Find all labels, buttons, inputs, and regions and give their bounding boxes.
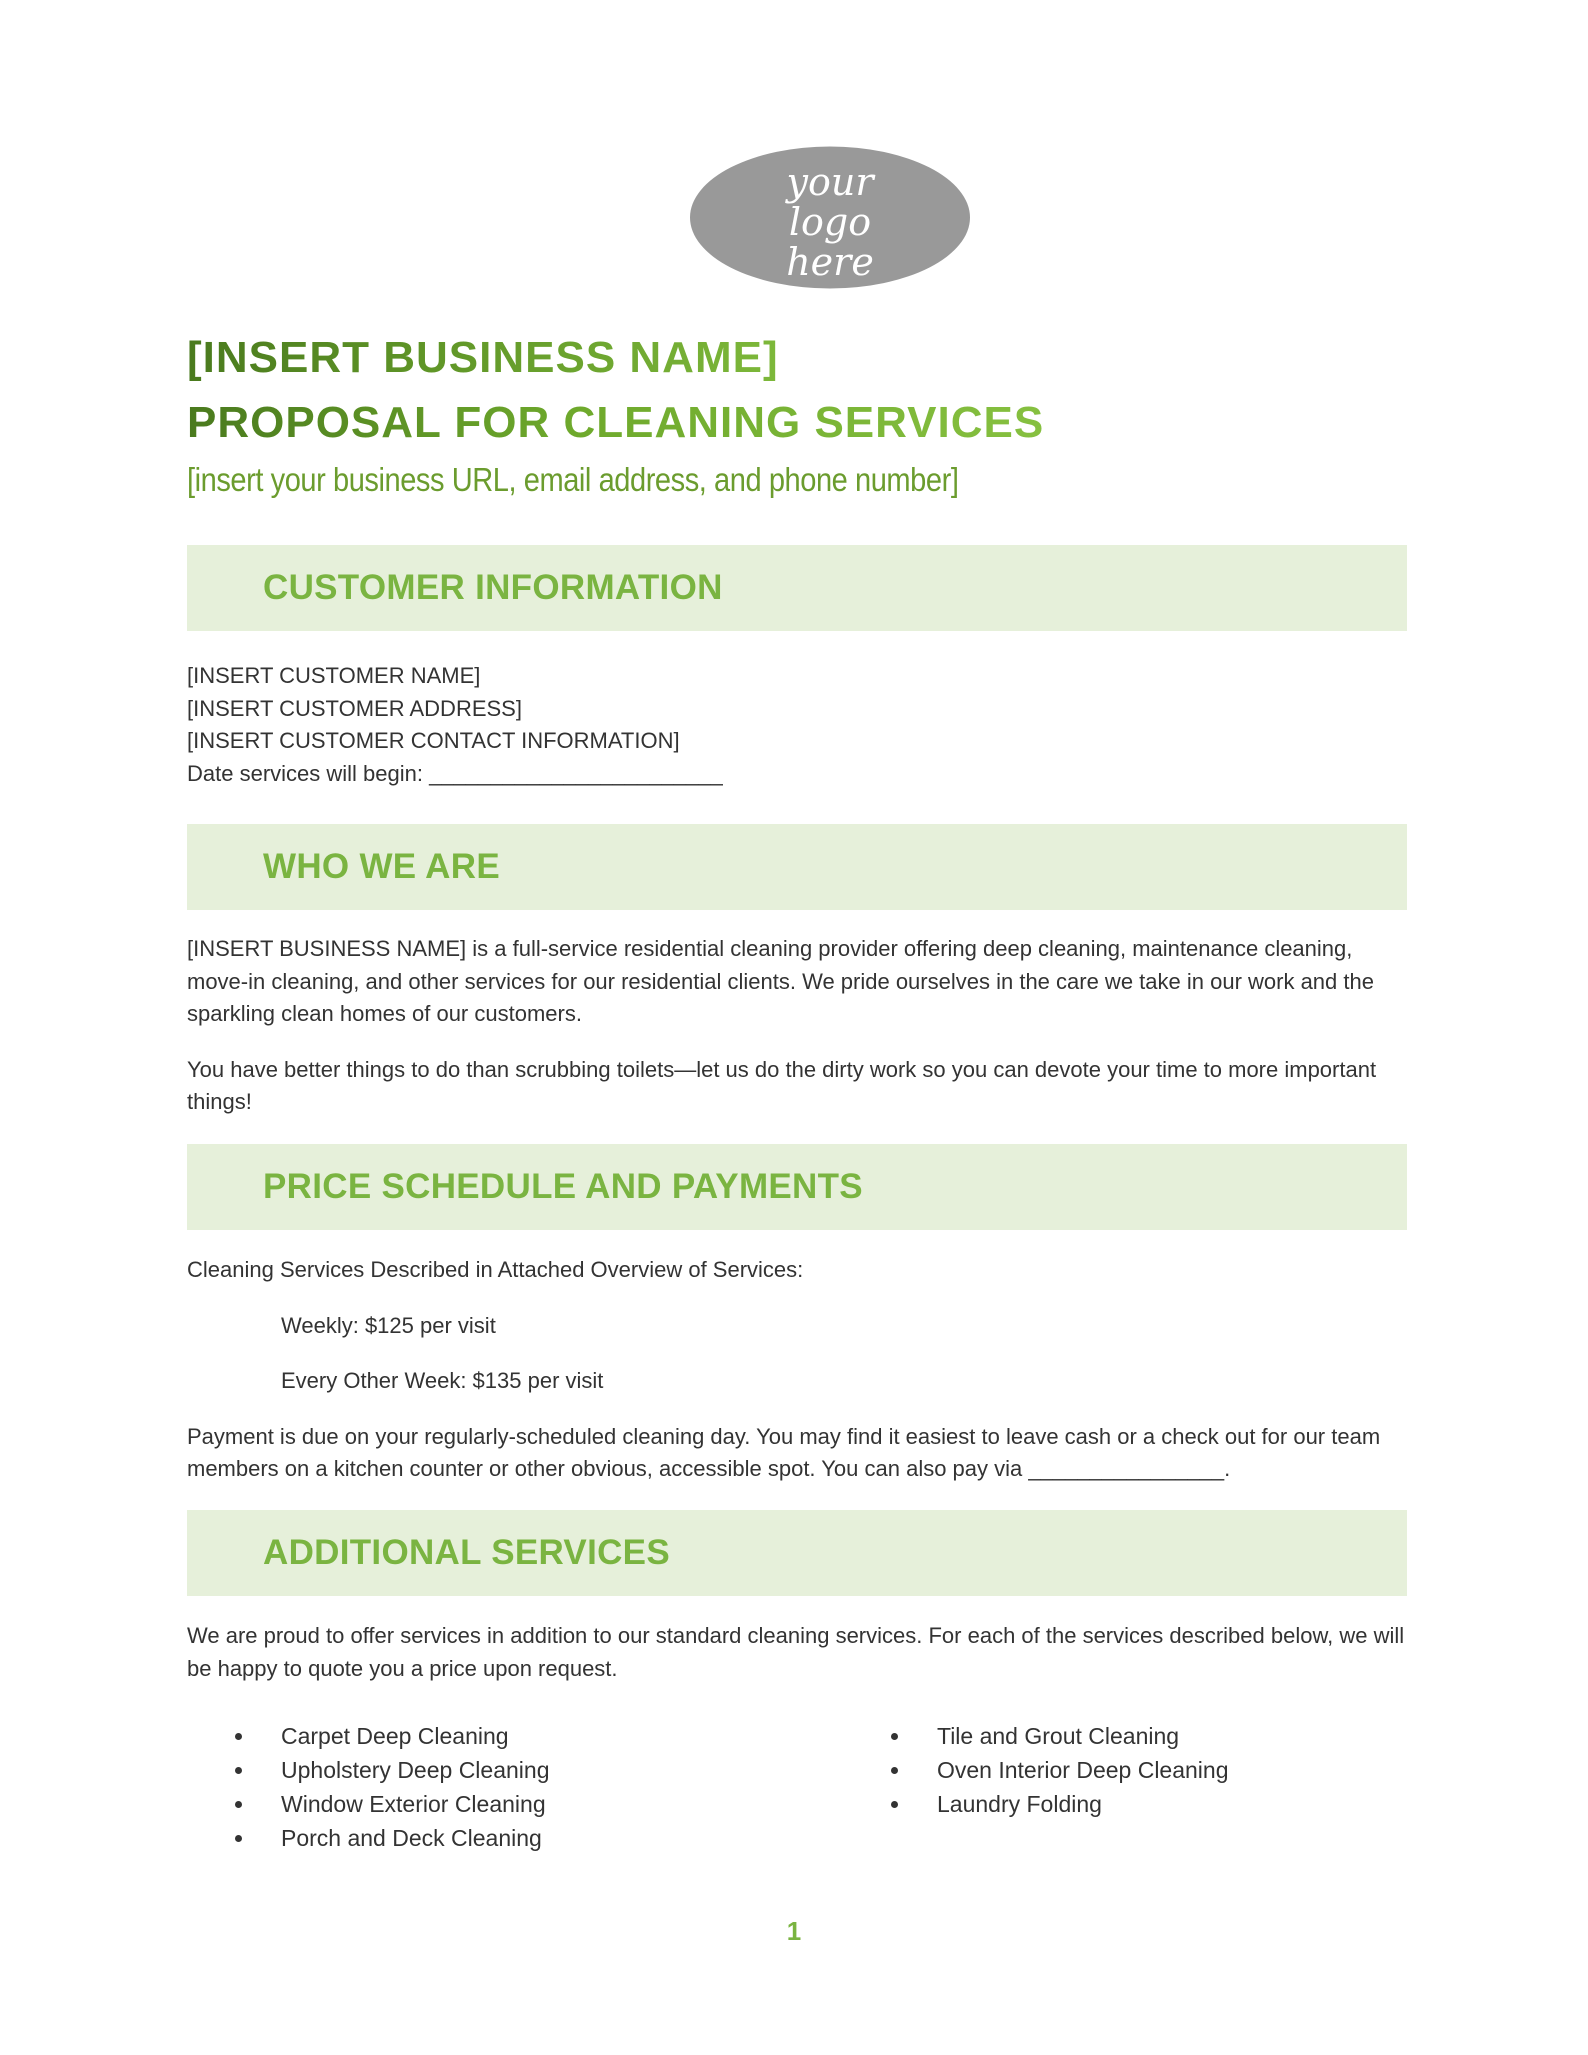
customer-address: [INSERT CUSTOMER ADDRESS] bbox=[187, 695, 522, 721]
title-block bbox=[187, 325, 1407, 499]
list-item: Oven Interior Deep Cleaning bbox=[843, 1753, 1229, 1787]
list-item: Tile and Grout Cleaning bbox=[843, 1719, 1229, 1753]
section-customer-information bbox=[187, 545, 1407, 631]
page-number: 1 bbox=[786, 1916, 802, 1946]
list-item: Laundry Folding bbox=[843, 1787, 1229, 1821]
svg-text:here: here bbox=[786, 240, 874, 284]
section-additional-services bbox=[187, 1510, 1407, 1596]
who-we-are-body bbox=[187, 933, 1412, 1119]
who-paragraph-1: [INSERT BUSINESS NAME] is a full-service residential cleaning provider offering deep cleaning, maintenance cleaning, move-in cleaning, and other services for our residential clients. We pride ourselves in the care we take in our work and the sparkling clean homes of our customers. bbox=[187, 936, 1374, 1026]
proposal-title: PROPOSAL FOR CLEANING SERVICES bbox=[187, 390, 1044, 455]
logo-placeholder bbox=[689, 145, 971, 290]
price-intro: Cleaning Services Described in Attached Overview of Services: bbox=[187, 1257, 804, 1282]
list-item: Upholstery Deep Cleaning bbox=[187, 1753, 550, 1787]
services-column-right bbox=[843, 1719, 1229, 1821]
svg-text:logo: logo bbox=[788, 200, 872, 244]
section-who-we-are bbox=[187, 824, 1407, 910]
payment-terms: Payment is due on your regularly-scheduled cleaning day. You may find it easiest to leave cash or a check out for our team members on a kitchen counter or other obvious, accessible spot. You can also pay via ________________. bbox=[187, 1423, 1381, 1481]
who-paragraph-2: You have better things to do than scrubbing toilets—let us do the dirty work so you can devote your time to more important things! bbox=[187, 1056, 1377, 1114]
additional-intro: We are proud to offer services in addition to our standard cleaning services. For each of the services described below, we will be happy to quote you a price upon request. bbox=[187, 1623, 1405, 1681]
customer-name: [INSERT CUSTOMER NAME] bbox=[187, 663, 481, 688]
section-heading: ADDITIONAL SERVICES bbox=[263, 1533, 670, 1572]
contact-subtitle: [insert your business URL, email address, and phone number] bbox=[187, 461, 959, 498]
section-price-schedule bbox=[187, 1144, 1407, 1230]
list-item: Window Exterior Cleaning bbox=[187, 1787, 550, 1821]
customer-info-block bbox=[187, 660, 1412, 790]
price-every-other-week: Every Other Week: $135 per visit bbox=[281, 1368, 604, 1393]
services-column-left bbox=[187, 1719, 550, 1855]
section-heading: PRICE SCHEDULE AND PAYMENTS bbox=[263, 1167, 863, 1206]
section-heading: CUSTOMER INFORMATION bbox=[263, 568, 723, 607]
business-name-title: [INSERT BUSINESS NAME] bbox=[187, 325, 779, 390]
service-start-date: Date services will begin: ________________________ bbox=[187, 760, 723, 786]
list-item: Porch and Deck Cleaning bbox=[187, 1821, 550, 1855]
svg-text:your: your bbox=[786, 160, 874, 204]
section-heading: WHO WE ARE bbox=[263, 847, 500, 886]
price-body bbox=[187, 1254, 1412, 1486]
logo-icon bbox=[689, 145, 971, 290]
customer-contact: [INSERT CUSTOMER CONTACT INFORMATION] bbox=[187, 728, 680, 753]
price-weekly: Weekly: $125 per visit bbox=[281, 1312, 496, 1338]
list-item: Carpet Deep Cleaning bbox=[187, 1719, 550, 1753]
